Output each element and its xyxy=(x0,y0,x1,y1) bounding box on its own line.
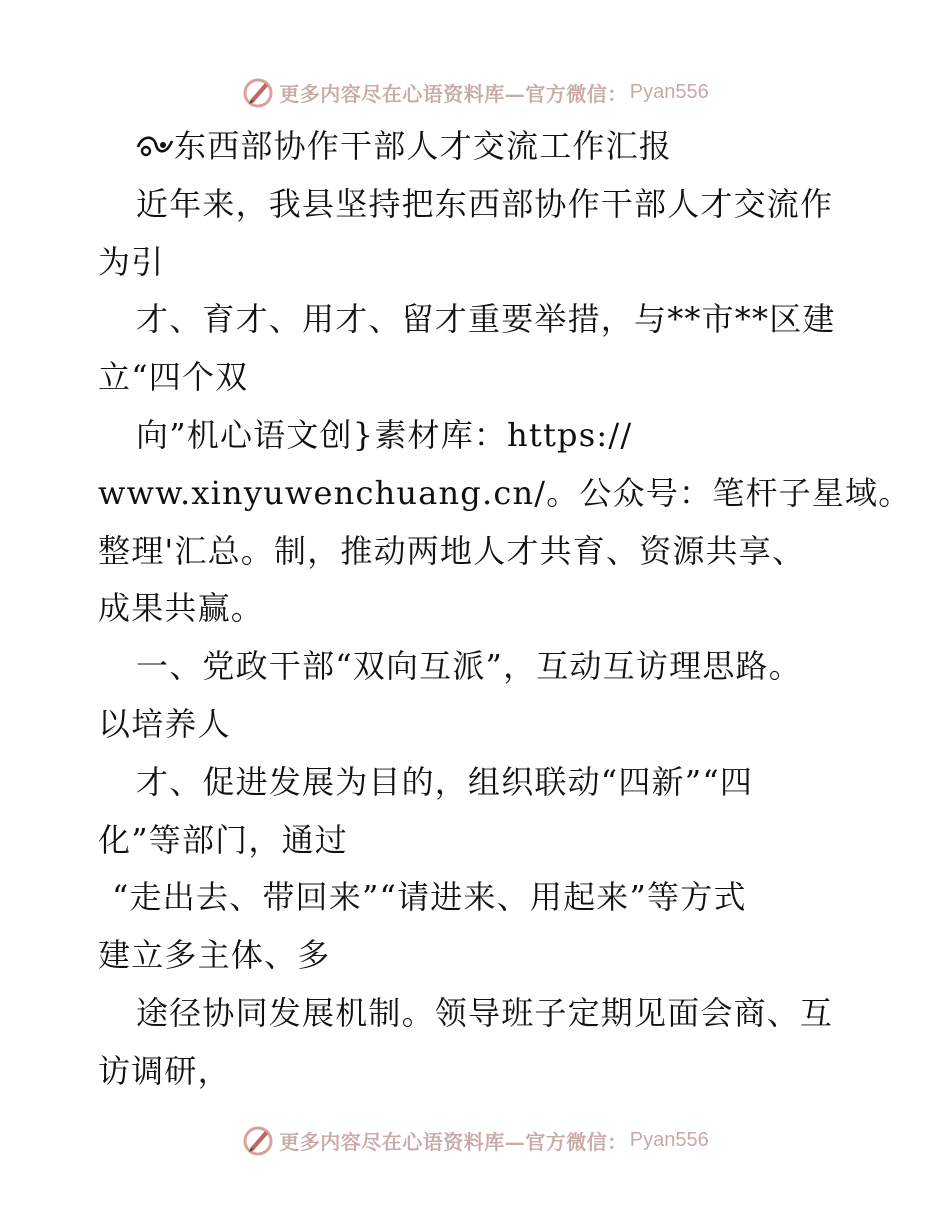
pen-logo-icon xyxy=(241,75,275,109)
text-line: 成果共赢。 xyxy=(98,589,265,628)
text-line: 立“四个双 xyxy=(98,358,249,397)
text-line: 向”机心语文创}素材库：https:// xyxy=(136,415,633,454)
document-body xyxy=(98,118,912,1101)
text-line: 以培养人 xyxy=(98,704,231,743)
text-line: 才、促进发展为目的，组织联动“四新”“四 xyxy=(136,762,754,801)
document-title xyxy=(98,118,858,176)
text-line: 整理'汇总。制，推动两地人才共育、资源共享、 xyxy=(98,531,806,570)
watermark-wechat-id: Pyan556 xyxy=(629,1128,709,1151)
section-heading-1: 一、党政干部“双向互派”，互动互访理思路。 xyxy=(136,647,802,686)
text-line: 为引 xyxy=(98,242,165,281)
header-watermark xyxy=(0,72,950,112)
watermark-text: 更多内容尽在心语资料库—官方微信： xyxy=(279,1129,628,1154)
watermark-wechat-id: Pyan556 xyxy=(629,80,709,103)
text-line: 近年来，我县坚持把东西部协作干部人才交流作 xyxy=(136,184,834,223)
text-line: 途径协同发展机制。领导班子定期见面会商、互 xyxy=(136,993,834,1032)
text-line-url: www.xinyuwenchuang.cn/。公众号：笔杆子星域。 xyxy=(98,473,912,512)
text-line: 建立多主体、多 xyxy=(98,936,331,975)
watermark-text: 更多内容尽在心语资料库—官方微信： xyxy=(279,81,628,106)
leaf-ornament-icon xyxy=(136,131,174,161)
pen-logo-icon xyxy=(241,1123,275,1157)
title-text: 东西部协作干部人才交流工作汇报 xyxy=(174,127,673,165)
footer-watermark xyxy=(0,1120,950,1160)
text-line: “走出去、带回来”“请进来、用起来”等方式 xyxy=(112,878,747,917)
text-line: 才、育才、用才、留才重要举措，与**市**区建 xyxy=(136,300,836,339)
text-line: 访调研， xyxy=(98,1051,231,1090)
text-line: 化”等部门，通过 xyxy=(98,820,348,859)
